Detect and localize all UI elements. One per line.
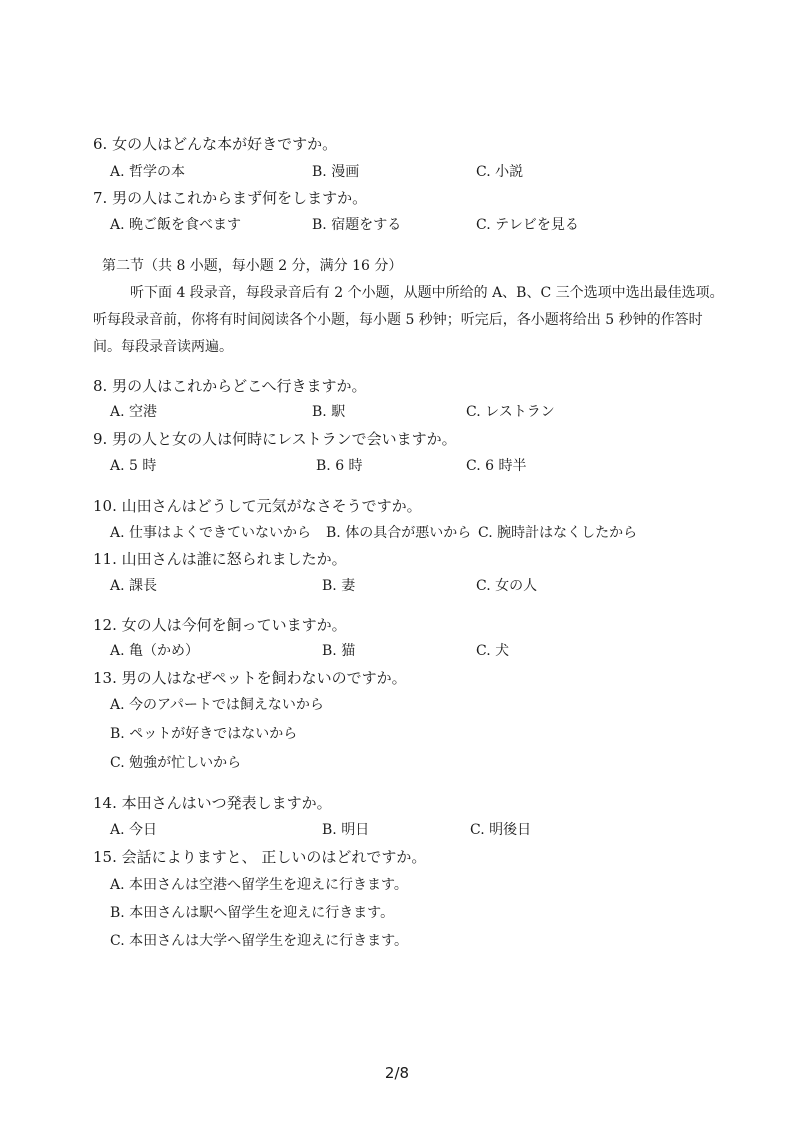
question-8-option-c: C. レストラン (466, 404, 555, 420)
question-15-option-a: A. 本田さんは空港へ留学生を迎えに行きます。 (110, 877, 408, 893)
question-9-option-a: A. 5 時 (110, 458, 157, 474)
question-6-option-c: C. 小説 (476, 164, 524, 180)
question-7-option-a: A. 晩ご飯を食べます (110, 217, 242, 233)
question-13-option-b: B. ペットが好きではないから (110, 726, 298, 742)
question-12-stem: 12. 女の人は今何を飼っていますか。 (93, 616, 347, 634)
question-10-option-c: C. 腕時計はなくしたから (478, 525, 638, 541)
question-6-option-a: A. 哲学の本 (110, 164, 186, 180)
question-15-stem: 15. 会話によりますと、 正しいのはどれですか。 (93, 848, 427, 866)
question-11-option-c: C. 女の人 (476, 578, 538, 594)
question-12-option-b: B. 猫 (322, 643, 356, 659)
question-15-option-b: B. 本田さんは駅へ留学生を迎えに行きます。 (110, 905, 395, 921)
question-7-stem: 7. 男の人はこれからまず何をしますか。 (93, 189, 368, 207)
question-14-stem: 14. 本田さんはいつ発表しますか。 (93, 794, 332, 812)
question-11-stem: 11. 山田さんは誰に怒られましたか。 (93, 550, 347, 568)
question-10-stem: 10. 山田さんはどうして元気がなさそうですか。 (93, 497, 422, 515)
question-9-stem: 9. 男の人と女の人は何時にレストランで会いますか。 (93, 430, 457, 448)
question-9-option-c: C. 6 時半 (466, 458, 527, 474)
section-2-instruction-line-2: 听每段录音前，你将有时间阅读各个小题，每小题 5 秒钟；听完后，各小题将给出 5 秒钟的作答时 (93, 312, 703, 328)
question-12-option-a: A. 亀（かめ） (110, 643, 200, 659)
question-6-option-b: B. 漫画 (312, 164, 360, 180)
question-13-option-a: A. 今のアパートでは飼えないから (110, 697, 324, 713)
question-10-option-a: A. 仕事はよくできていないから (110, 525, 312, 541)
question-14-option-a: A. 今日 (110, 822, 158, 838)
question-11-option-b: B. 妻 (322, 578, 356, 594)
question-6-stem: 6. 女の人はどんな本が好きですか。 (93, 135, 338, 153)
question-13-stem: 13. 男の人はなぜペットを飼わないのですか。 (93, 669, 407, 687)
question-8-option-a: A. 空港 (110, 404, 158, 420)
question-14-option-b: B. 明日 (322, 822, 370, 838)
question-8-option-b: B. 駅 (312, 404, 346, 420)
question-13-option-c: C. 勉強が忙しいから (110, 755, 242, 771)
page-number: 2/8 (384, 1064, 410, 1082)
question-7-option-b: B. 宿題をする (312, 217, 402, 233)
question-10-option-b: B. 体の具合が悪いから (326, 525, 472, 541)
question-14-option-c: C. 明後日 (470, 822, 532, 838)
section-2-instruction-line-3: 间。每段录音读两遍。 (93, 339, 233, 355)
section-2-title: 第二节（共 8 小题，每小题 2 分，满分 16 分） (102, 258, 403, 274)
question-11-option-a: A. 課長 (110, 578, 158, 594)
question-15-option-c: C. 本田さんは大学へ留学生を迎えに行きます。 (110, 933, 408, 949)
question-9-option-b: B. 6 時 (316, 458, 363, 474)
question-8-stem: 8. 男の人はこれからどこへ行きますか。 (93, 377, 367, 395)
question-7-option-c: C. テレビを見る (476, 217, 579, 233)
question-12-option-c: C. 犬 (476, 643, 510, 659)
section-2-instruction-line-1: 听下面 4 段录音，每段录音后有 2 个小题，从题中所给的 A、B、C 三个选项中选出最佳选项。 (130, 285, 724, 301)
